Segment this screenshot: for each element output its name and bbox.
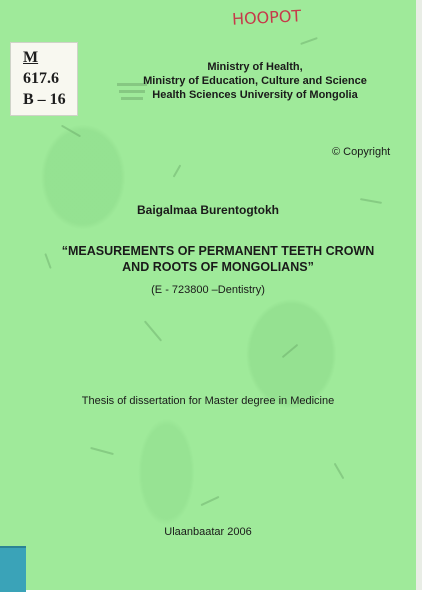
call-number-code: 617.6: [23, 70, 59, 87]
call-number-author: B – 16: [23, 91, 66, 108]
institution-block: [130, 60, 380, 102]
author-name: Baigalmaa Burentogtokh: [136, 203, 280, 217]
library-call-number-label: [10, 42, 78, 116]
ministry-education: Ministry of Education, Culture and Science: [143, 75, 367, 87]
thesis-title: [40, 243, 396, 275]
thesis-description: Thesis of dissertation for Master degree in Medicine: [81, 395, 335, 407]
ministry-health: Ministry of Health,: [207, 61, 303, 73]
library-tag: [0, 546, 26, 592]
university-name: Health Sciences University of Mongolia: [152, 89, 358, 101]
specialty-code: (E - 723800 –Dentistry): [151, 284, 265, 296]
copyright-notice: © Copyright: [332, 146, 391, 158]
city-year: Ulaanbaatar 2006: [164, 526, 252, 538]
page-edge: [416, 0, 422, 590]
title-line-2: AND ROOTS OF MONGOLIANS”: [122, 260, 314, 274]
handwritten-inscription: HOOPOT: [231, 6, 302, 29]
call-number-class: M: [23, 49, 39, 66]
title-line-1: “MEASUREMENTS OF PERMANENT TEETH CROWN: [61, 244, 375, 258]
